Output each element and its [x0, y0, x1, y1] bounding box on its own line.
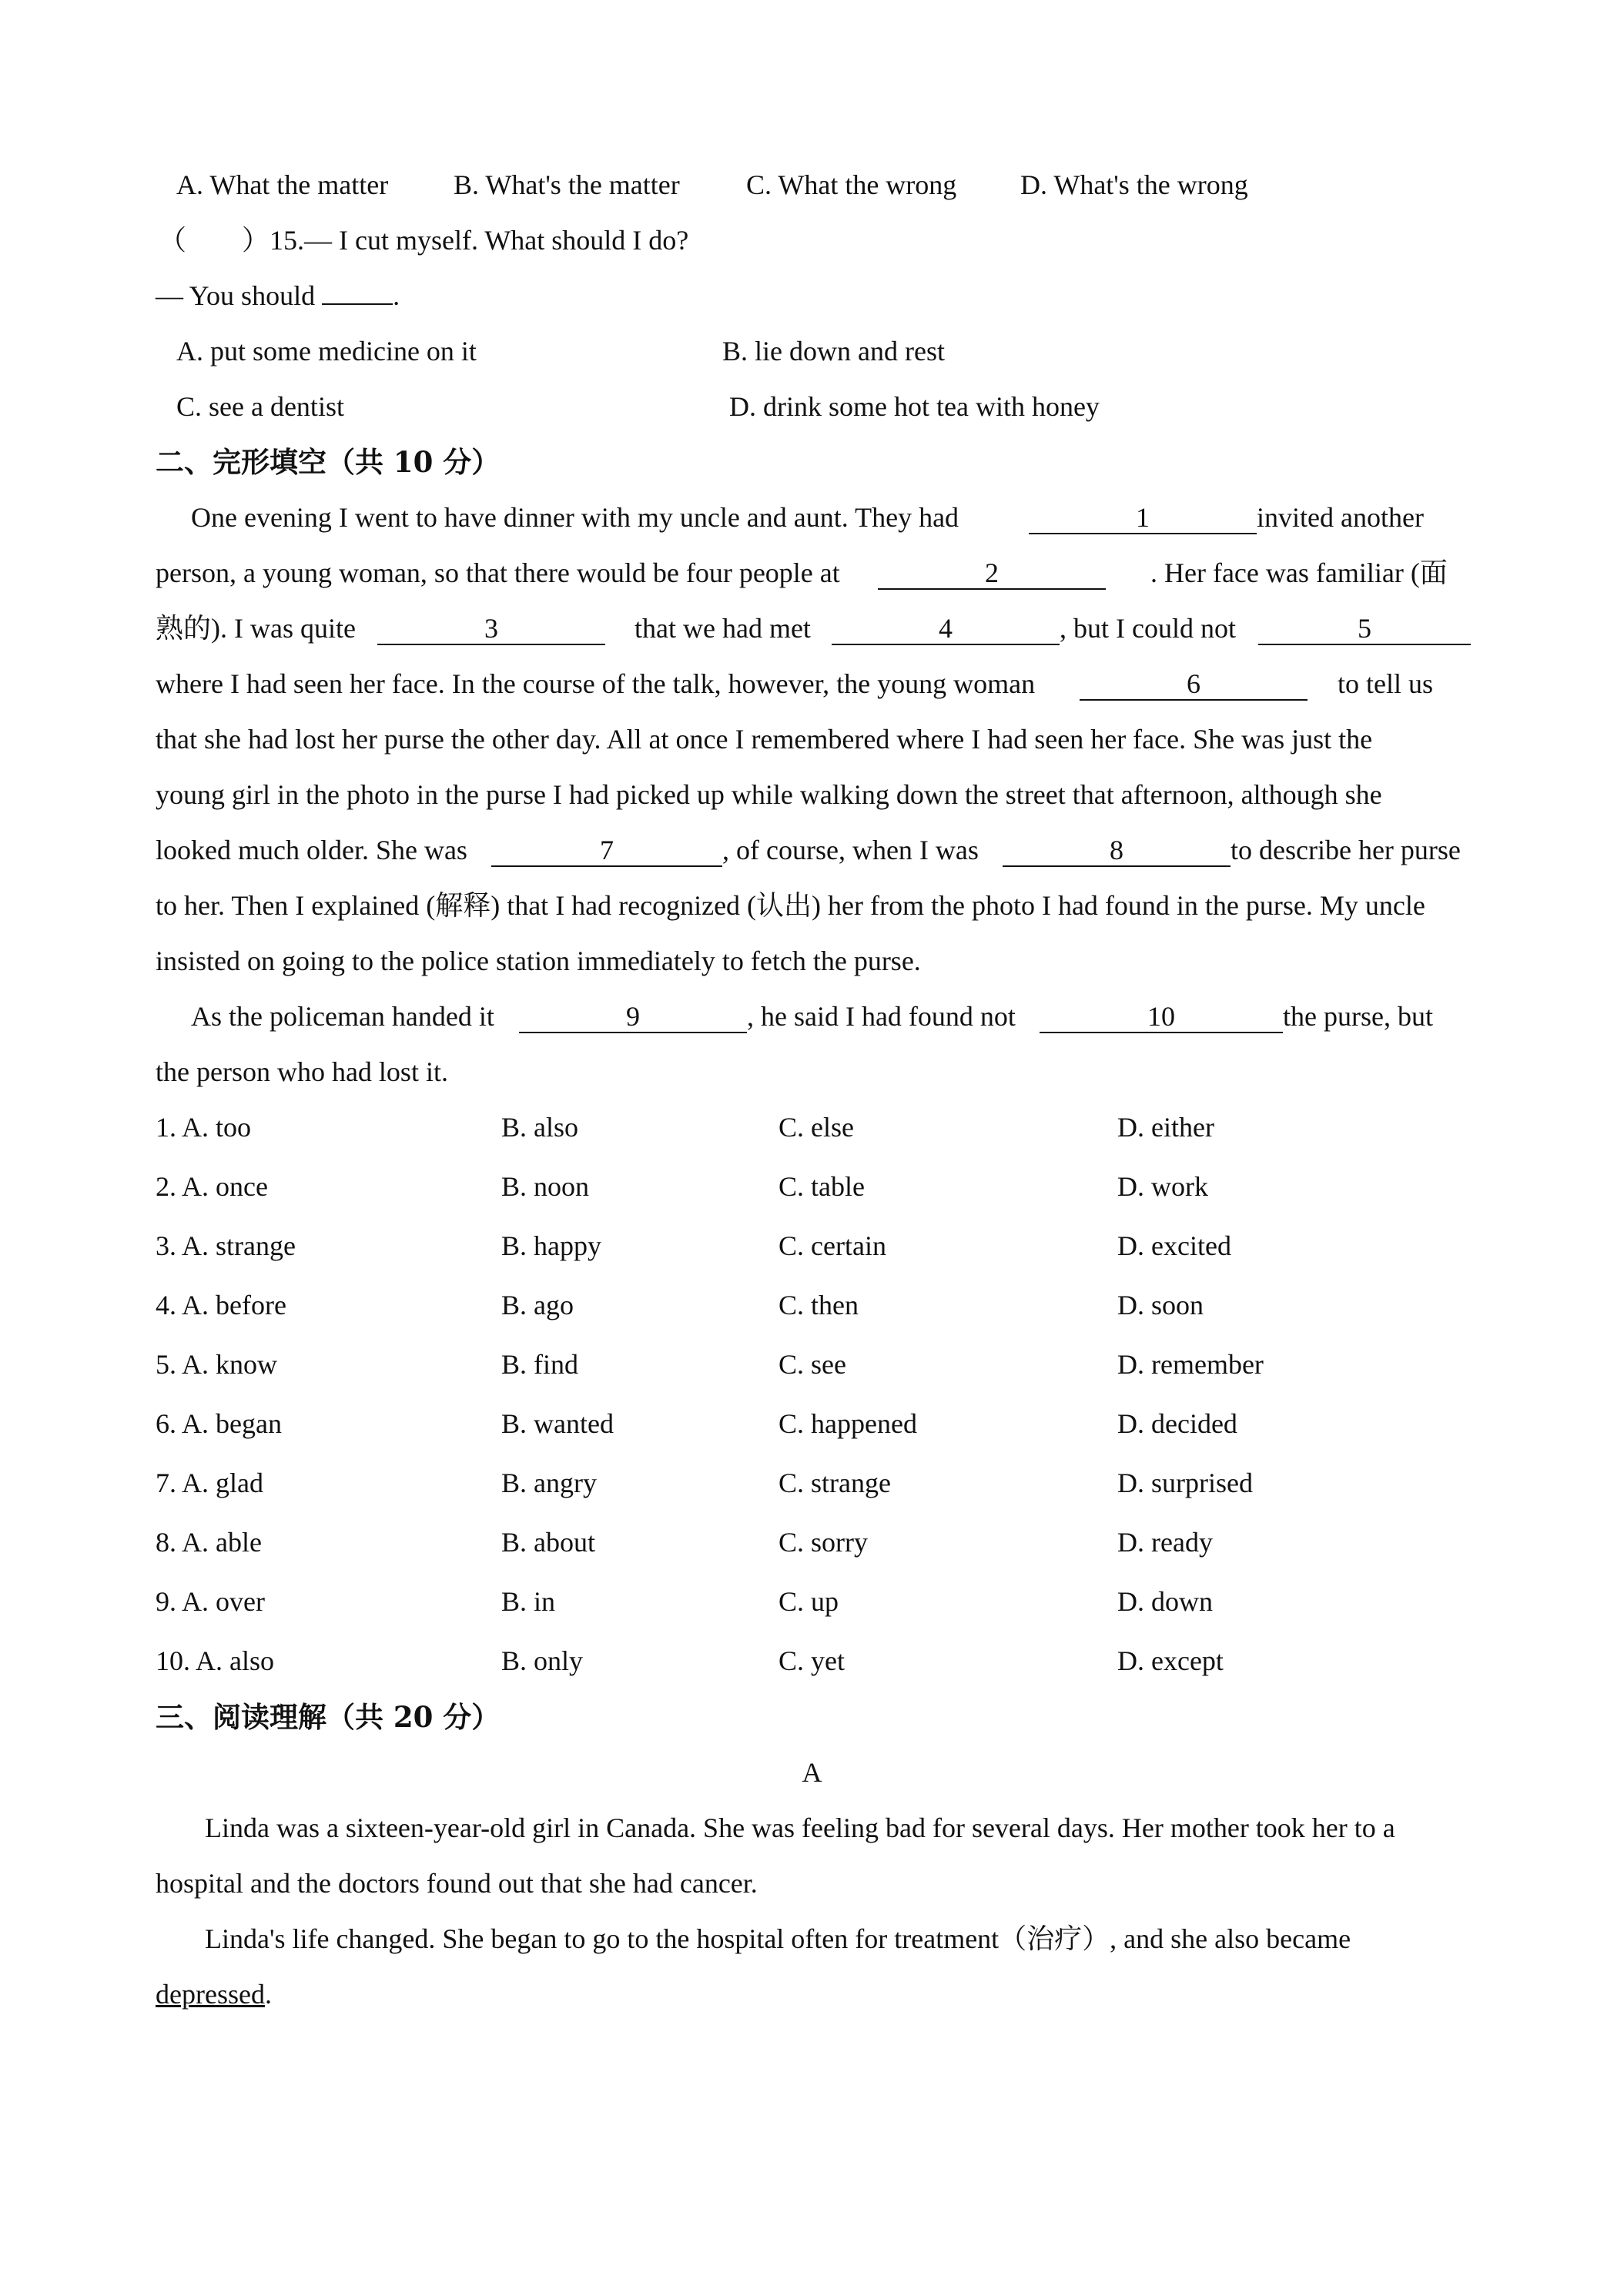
- cloze-line-3e: [1258, 610, 1471, 647]
- cloze-line-3c: [635, 610, 811, 647]
- cloze-line-4c: [1338, 665, 1433, 702]
- option-7a: 7. A. glad: [156, 1468, 263, 1498]
- q15-answer-blank: [322, 303, 393, 305]
- option-7d: D. surprised: [1117, 1468, 1253, 1498]
- option-7c: C. strange: [779, 1468, 891, 1498]
- cloze-line-1b: [1029, 499, 1424, 536]
- option-5a: 5. A. know: [156, 1349, 278, 1380]
- cloze-blank-3: 3: [377, 613, 605, 645]
- option-9b: B. in: [501, 1586, 556, 1617]
- passage-label: A: [802, 1757, 822, 1788]
- cloze-text: where I had seen her face. In the course of the talk, however, the young woman: [156, 668, 1036, 699]
- option-4c: C. then: [779, 1290, 859, 1320]
- option-1a: 1. A. too: [156, 1112, 252, 1143]
- cloze-text: person, a young woman, so that there would be four people at: [156, 557, 840, 588]
- q15-option-d: D. drink some hot tea with honey: [729, 391, 1100, 422]
- option-4b: B. ago: [501, 1290, 574, 1320]
- cloze-text: , but I could not: [1060, 613, 1236, 644]
- option-5d: D. remember: [1117, 1349, 1264, 1380]
- option-5c: C. see: [779, 1349, 846, 1380]
- cloze-line-4: [156, 665, 1035, 702]
- option-10c: C. yet: [779, 1645, 845, 1676]
- cloze-text: As the policeman handed it: [191, 1001, 494, 1032]
- cloze-line-3b: [377, 610, 605, 647]
- q15-reply: [156, 277, 400, 314]
- cloze-text: One evening I went to have dinner with my uncle and aunt. They had: [191, 502, 959, 533]
- reading-p1-line-1: Linda was a sixteen-year-old girl in Canada. She was feeling bad for several days. Her mother took her to a: [205, 1812, 1395, 1843]
- cloze-blank-9: 9: [519, 1001, 747, 1033]
- option-2c: C. table: [779, 1171, 865, 1202]
- cloze-line-7c: [1003, 832, 1461, 869]
- option-6d: D. decided: [1117, 1408, 1237, 1439]
- option-6c: C. happened: [779, 1408, 917, 1439]
- cloze-text: , he said I had found not: [747, 1001, 1016, 1032]
- q14-option-b: B. What's the matter: [454, 169, 680, 200]
- q14-option-d: D. What's the wrong: [1020, 169, 1248, 200]
- cloze-blank-6: 6: [1080, 668, 1308, 701]
- option-8b: B. about: [501, 1527, 595, 1558]
- q15-option-a: A. put some medicine on it: [176, 336, 477, 366]
- reading-p1-line-2: hospital and the doctors found out that she had cancer.: [156, 1868, 758, 1899]
- cloze-text: . Her face was familiar (面: [1150, 557, 1448, 588]
- option-8d: D. ready: [1117, 1527, 1213, 1558]
- cloze-p2-line-1b: [519, 998, 1016, 1035]
- section2-title: 二、完形填空（共 10 分）: [156, 445, 501, 479]
- option-6b: B. wanted: [501, 1408, 614, 1439]
- cloze-line-6: young girl in the photo in the purse I had picked up while walking down the street that afternoon, although she: [156, 779, 1382, 810]
- cloze-blank-4: 4: [832, 613, 1060, 645]
- cloze-line-9: insisted on going to the police station immediately to fetch the purse.: [156, 946, 921, 976]
- cloze-blank-1: 1: [1029, 502, 1257, 534]
- cloze-text: to tell us: [1338, 668, 1433, 699]
- cloze-line-3: [156, 610, 356, 647]
- option-9c: C. up: [779, 1586, 839, 1617]
- sentence-end: .: [264, 1979, 272, 2010]
- cloze-text: , of course, when I was: [722, 835, 979, 865]
- option-10d: D. except: [1117, 1645, 1224, 1676]
- option-1c: C. else: [779, 1112, 854, 1143]
- option-10a: 10. A. also: [156, 1645, 275, 1676]
- q14-option-c: C. What the wrong: [746, 169, 957, 200]
- option-9a: 9. A. over: [156, 1586, 265, 1617]
- option-3c: C. certain: [779, 1230, 886, 1261]
- q15-reply-start: — You should: [156, 280, 323, 311]
- option-2a: 2. A. once: [156, 1171, 268, 1202]
- option-3b: B. happy: [501, 1230, 601, 1261]
- option-6a: 6. A. began: [156, 1408, 282, 1439]
- underlined-word: depressed: [156, 1979, 265, 2010]
- cloze-line-2c: [1150, 554, 1448, 591]
- q15-reply-end: .: [393, 280, 400, 311]
- cloze-p2-line-1: [191, 998, 494, 1035]
- q15-stem: （ ）15.— I cut myself. What should I do?: [159, 225, 689, 256]
- cloze-line-5: that she had lost her purse the other day. All at once I remembered where I had seen her face. She was just the: [156, 724, 1373, 755]
- cloze-text: looked much older. She was: [156, 835, 467, 865]
- cloze-text: to describe her purse: [1231, 835, 1461, 865]
- cloze-line-7b: [491, 832, 979, 869]
- cloze-text: 熟的). I was quite: [156, 613, 356, 644]
- option-8a: 8. A. able: [156, 1527, 262, 1558]
- cloze-line-4b: [1080, 665, 1308, 702]
- option-3a: 3. A. strange: [156, 1230, 296, 1261]
- q14-option-a: A. What the matter: [176, 169, 389, 200]
- cloze-line-2: [156, 554, 840, 591]
- cloze-line-1: [191, 499, 959, 536]
- option-7b: B. angry: [501, 1468, 597, 1498]
- q15-option-b: B. lie down and rest: [722, 336, 945, 366]
- reading-p2-line-1: Linda's life changed. She began to go to the hospital often for treatment（治疗）, and she also became: [205, 1923, 1351, 1954]
- cloze-line-7: [156, 832, 467, 869]
- q15-option-c: C. see a dentist: [176, 391, 344, 422]
- option-3d: D. excited: [1117, 1230, 1231, 1261]
- cloze-blank-8: 8: [1003, 835, 1231, 867]
- cloze-line-2b: [878, 554, 1106, 591]
- option-9d: D. down: [1117, 1586, 1213, 1617]
- option-8c: C. sorry: [779, 1527, 868, 1558]
- option-4d: D. soon: [1117, 1290, 1204, 1320]
- option-2d: D. work: [1117, 1171, 1208, 1202]
- section3-title: 三、阅读理解（共 20 分）: [156, 1700, 501, 1734]
- cloze-blank-2: 2: [878, 557, 1106, 590]
- option-5b: B. find: [501, 1349, 579, 1380]
- option-1d: D. either: [1117, 1112, 1214, 1143]
- cloze-blank-5: 5: [1258, 613, 1471, 645]
- cloze-text: the purse, but: [1283, 1001, 1433, 1032]
- option-2b: B. noon: [501, 1171, 590, 1202]
- cloze-p2-line-1c: [1040, 998, 1433, 1035]
- cloze-text: invited another: [1257, 502, 1424, 533]
- cloze-text: that we had met: [635, 613, 811, 644]
- reading-p2-line-2: [156, 1976, 272, 2013]
- cloze-blank-10: 10: [1040, 1001, 1283, 1033]
- cloze-p2-line-2: the person who had lost it.: [156, 1056, 448, 1087]
- option-4a: 4. A. before: [156, 1290, 286, 1320]
- option-1b: B. also: [501, 1112, 579, 1143]
- option-10b: B. only: [501, 1645, 584, 1676]
- cloze-line-3d: [832, 610, 1236, 647]
- cloze-line-8: to her. Then I explained (解释) that I had recognized (认出) her from the photo I had found in the purse. My uncle: [156, 890, 1425, 921]
- cloze-blank-7: 7: [491, 835, 722, 867]
